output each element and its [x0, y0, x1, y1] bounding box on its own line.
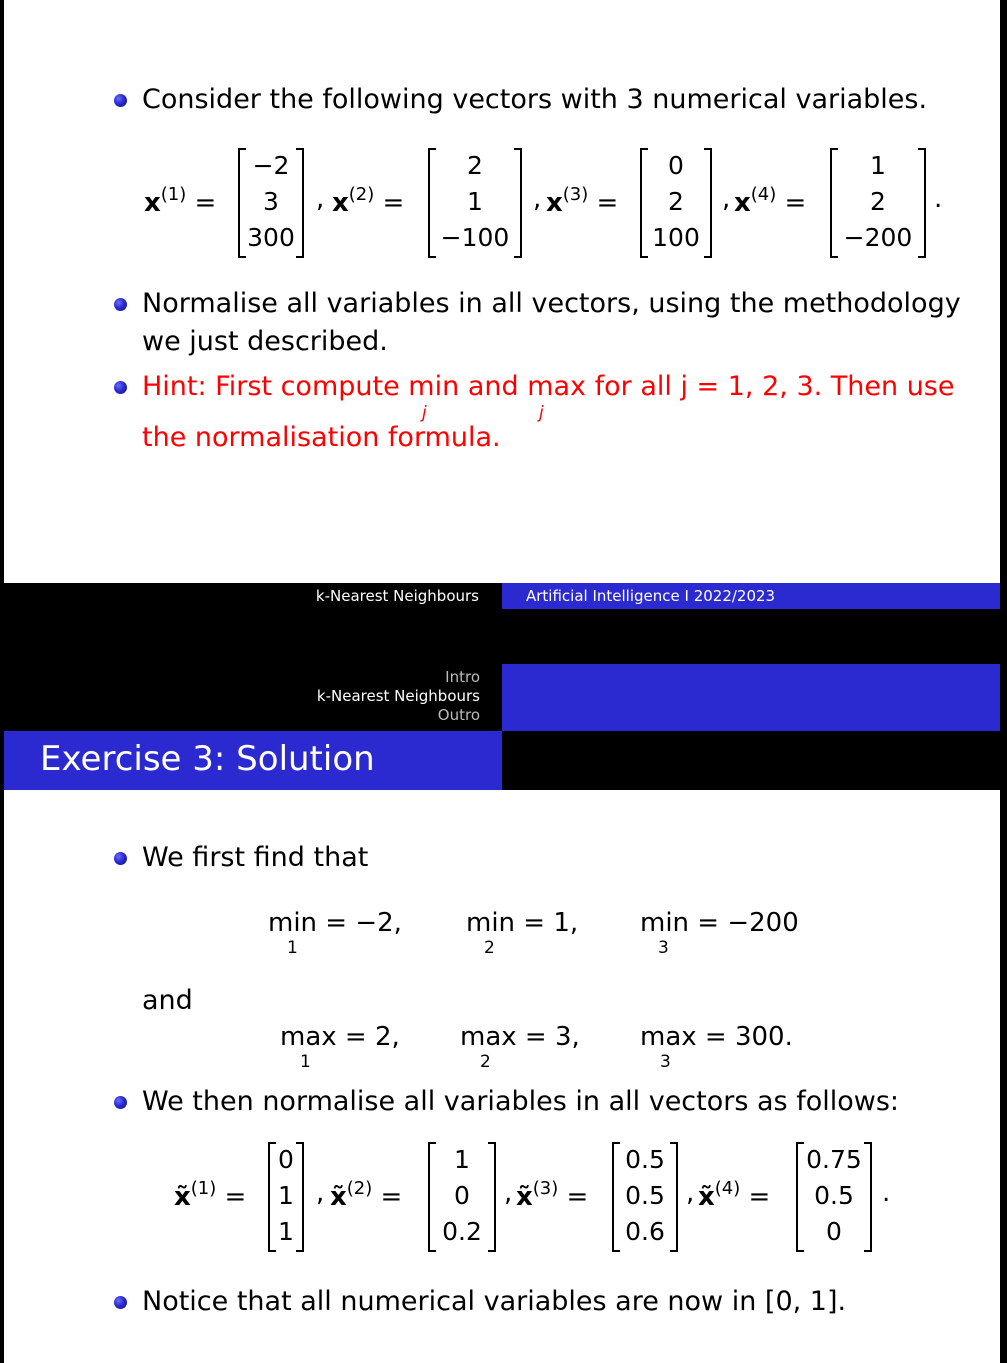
matrix-cell: 0.5 — [625, 1145, 665, 1174]
min-expression: min = 1, — [466, 908, 579, 938]
matrix-cell: 0 — [668, 151, 684, 180]
matrix-cell: 2 — [668, 187, 684, 216]
matrix-cell: 0.2 — [442, 1217, 482, 1246]
subscript: 2 — [480, 1052, 491, 1072]
matrix-cell: 2 — [467, 151, 483, 180]
min-expression: min = −2, — [268, 908, 402, 938]
slide-solution: We first find that min = −2, 1 min = 1, 2 min = −200 3 and max = 2, 1 max = 3, 2 max = 300. 3 We then normalise all variables in all vectors as follows: x̃$^{(1)}$ = 0 1 1 , x̃$^{(2)}$ = 1 0 0.2 , x̃$^{(3)}$ = 0.5 0.5 0.6 , x̃$^{(4)}$ = 0.75 0.5 0 . Notice that all numerical variables are now in [0, 1]. — [4, 790, 1000, 1363]
matrix-cell: 1 — [467, 187, 483, 216]
min-expression: min = −200 — [640, 908, 799, 938]
matrix-cell: 1 — [278, 1217, 294, 1246]
connector-text: and — [142, 985, 193, 1016]
subscript: 1 — [300, 1052, 311, 1072]
matrix — [428, 148, 522, 258]
footer-bar — [0, 583, 1007, 609]
matrix-cell: 1 — [278, 1181, 294, 1210]
bullet-text: Normalise all variables in all vectors, using the methodology — [142, 288, 961, 319]
matrix-cell: 0.6 — [625, 1217, 665, 1246]
matrix — [612, 1142, 678, 1252]
vector-label: x̃$^{(2)}$ = — [330, 1178, 403, 1212]
bullet-icon — [114, 94, 127, 107]
max-expression: max = 300. — [640, 1022, 793, 1052]
bullet-text: Notice that all numerical variables are now in [0, 1]. — [142, 1286, 847, 1317]
bullet-text: we just described. — [142, 326, 388, 357]
bullet-icon — [114, 1296, 127, 1309]
nav-item-intro[interactable]: Intro — [445, 668, 480, 686]
max-expression: max = 3, — [460, 1022, 580, 1052]
matrix-cell: −2 — [252, 151, 290, 180]
matrix-cell: 0 — [826, 1217, 842, 1246]
section-navigation — [0, 664, 1007, 731]
matrix — [830, 148, 926, 258]
subscript: 1 — [287, 938, 298, 958]
vector-label: x̃$^{(1)}$ = — [174, 1178, 247, 1212]
bullet-icon — [114, 298, 127, 311]
nav-item-knn[interactable]: k-Nearest Neighbours — [316, 687, 480, 705]
bullet-icon — [114, 852, 127, 865]
bullet-icon — [114, 381, 127, 394]
slide-exercise: Consider the following vectors with 3 numerical variables. $x^{(1)}$ = −2 3 300 , $x^{(2)}$ = 2 1 −100 , $x^{(3)}$ = 0 2 100 , $x^{(4)}$ = 1 2 −200 . Normalise all variables in all vectors, using the methodology we just described. Hint: First compute min and max for all j = 1, 2, 3. Then use j j the normalisation formula. — [4, 0, 1000, 583]
vector-label: $x^{(3)}$ = — [546, 184, 619, 218]
vector-label: $x^{(1)}$ = — [144, 184, 217, 218]
hint-text: Hint: First compute min and max for all j = 1, 2, 3. Then use — [142, 371, 955, 402]
matrix-cell: −200 — [843, 223, 913, 252]
bullet-text: We then normalise all variables in all vectors as follows: — [142, 1086, 899, 1117]
frame-title-bar — [4, 731, 1000, 790]
vector-label: x̃$^{(4)}$ = — [698, 1178, 771, 1212]
vector-label: $x^{(2)}$ = — [332, 184, 405, 218]
matrix-cell: 0.5 — [625, 1181, 665, 1210]
matrix-cell: 0.5 — [814, 1181, 854, 1210]
matrix-cell: 0 — [278, 1145, 294, 1174]
hint-subscript: j — [422, 403, 427, 423]
matrix-cell: 2 — [870, 187, 886, 216]
matrix-cell: −100 — [440, 223, 510, 252]
max-expression: max = 2, — [280, 1022, 400, 1052]
hint-text: the normalisation formula. — [142, 422, 501, 453]
nav-item-outro[interactable]: Outro — [437, 706, 480, 724]
page-title: Exercise 3: Solution — [40, 739, 375, 779]
vector-label: $x^{(4)}$ = — [734, 184, 807, 218]
matrix — [428, 1142, 496, 1252]
matrix-cell: 0 — [454, 1181, 470, 1210]
matrix-cell: 100 — [652, 223, 700, 252]
bullet-icon — [114, 1096, 127, 1109]
subscript: 2 — [484, 938, 495, 958]
bullet-text: We first find that — [142, 842, 369, 873]
matrix-cell: 1 — [870, 151, 886, 180]
matrix-cell: 1 — [454, 1145, 470, 1174]
bullet-text: Consider the following vectors with 3 numerical variables. — [142, 84, 928, 115]
footer-section: k-Nearest Neighbours — [315, 587, 479, 605]
matrix-cell: 300 — [247, 223, 295, 252]
subscript: 3 — [658, 938, 669, 958]
matrix-cell: 0.75 — [806, 1145, 862, 1174]
footer-course: Artificial Intelligence I 2022/2023 — [502, 583, 1000, 609]
hint-subscript: j — [539, 403, 544, 423]
vector-label: x̃$^{(3)}$ = — [516, 1178, 589, 1212]
matrix — [268, 1142, 304, 1252]
matrix — [796, 1142, 872, 1252]
subscript: 3 — [660, 1052, 671, 1072]
matrix-cell: 3 — [263, 187, 279, 216]
matrix — [640, 148, 712, 258]
matrix — [238, 148, 304, 258]
